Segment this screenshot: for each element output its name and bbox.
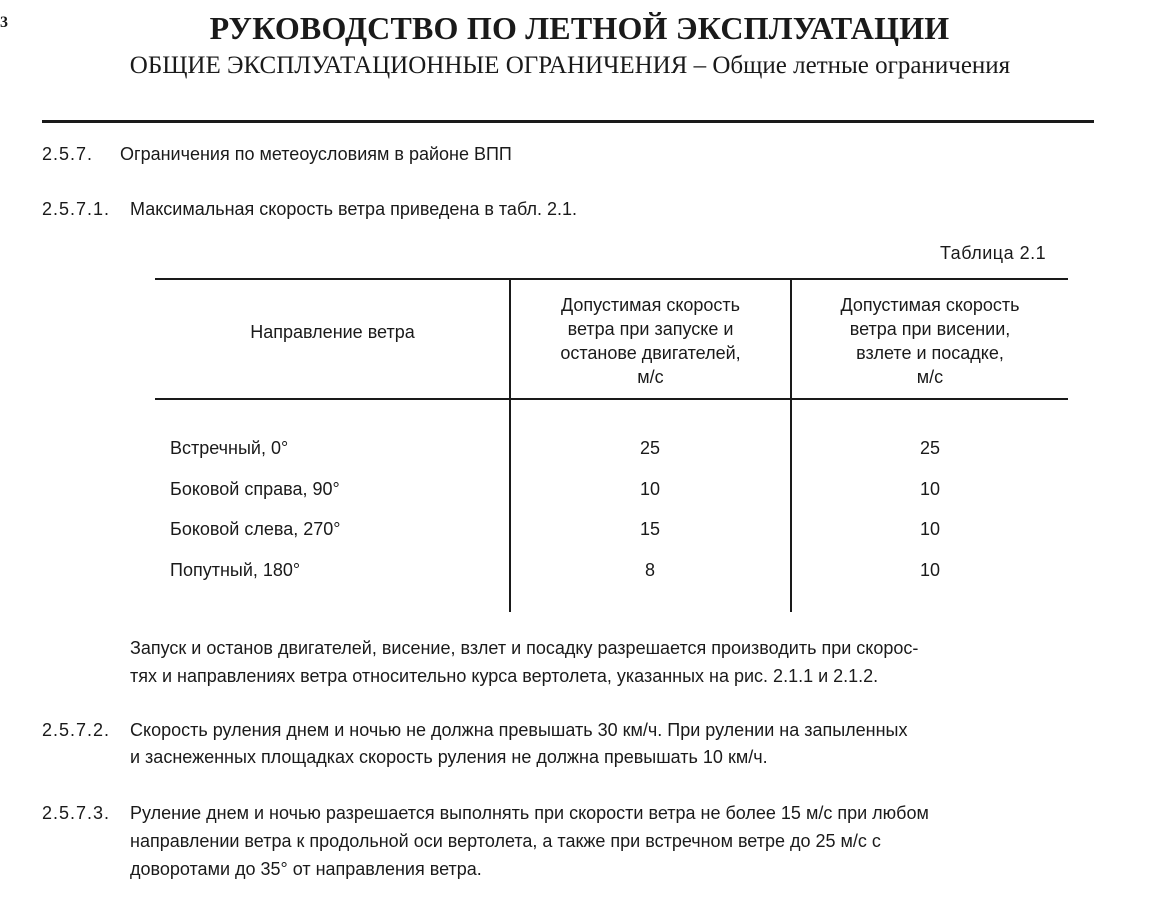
row-start-stop-value: 10 <box>639 479 661 499</box>
row-start-stop-value: 8 <box>644 560 655 580</box>
document-subtitle: ОБЩИЕ ЭКСПЛУАТАЦИОННЫЕ ОГРАНИЧЕНИЯ – Общие летные ограничения <box>129 52 1011 79</box>
header-start-stop <box>511 293 790 389</box>
subsection-2-5-7-3 <box>42 803 929 824</box>
subsection-text: Максимальная скорость ветра приведена в табл. 2.1. <box>130 199 577 219</box>
row-hover-value: 10 <box>919 519 941 539</box>
header-start-stop-line: останове двигателей, <box>560 343 741 363</box>
subsection-line: Скорость руления днем и ночью не должна превышать 30 км/ч. При рулении на запыленных <box>130 720 908 740</box>
table-header-rule <box>155 398 1068 400</box>
page-number: 3 <box>0 14 8 31</box>
note-line-2: тях и направлениях ветра относительно курса вертолета, указанных на рис. 2.1.1 и 2.1.2. <box>130 666 879 686</box>
row-start-stop-value: 15 <box>639 519 661 539</box>
table-caption: Таблица 2.1 <box>940 243 1047 263</box>
section-number: 2.5.7. <box>42 144 94 164</box>
section-title: Ограничения по метеоусловиям в районе ВПП <box>120 144 512 164</box>
header-hover-line: взлете и посадке, <box>856 343 1004 363</box>
row-direction: Боковой слева, 270° <box>170 519 341 539</box>
row-start-stop-value: 25 <box>639 438 661 458</box>
row-hover-value: 10 <box>919 479 941 499</box>
section-heading <box>42 144 512 165</box>
header-start-stop-unit: м/с <box>637 367 664 387</box>
subsection-2-5-7-1 <box>42 199 577 220</box>
subsection-number: 2.5.7.3. <box>42 803 111 823</box>
header-hover-line: Допустимая скорость <box>840 295 1020 315</box>
row-hover-value: 25 <box>919 438 941 458</box>
subsection-2-5-7-3-line-3: доворотами до 35° от направления ветра. <box>130 859 482 879</box>
subsection-number: 2.5.7.2. <box>42 720 111 740</box>
header-start-stop-line: ветра при запуске и <box>567 319 734 339</box>
row-direction: Встречный, 0° <box>170 438 289 458</box>
header-direction: Направление ветра <box>250 322 415 342</box>
subsection-2-5-7-2-line-2: и заснеженных площадках скорость руления не должна превышать 10 км/ч. <box>130 747 768 767</box>
subsection-2-5-7-3-line-2: направлении ветра к продольной оси вертолета, а также при встречном ветре до 25 м/с с <box>130 831 881 851</box>
subsection-number: 2.5.7.1. <box>42 199 111 219</box>
row-hover-value: 10 <box>919 560 941 580</box>
row-direction: Попутный, 180° <box>170 560 301 580</box>
header-hover-takeoff-landing <box>792 293 1068 389</box>
row-direction: Боковой справа, 90° <box>170 479 340 499</box>
note-line-1: Запуск и останов двигателей, висение, взлет и посадку разрешается производить при скорос- <box>130 638 919 658</box>
subsection-line: Руление днем и ночью разрешается выполнять при скорости ветра не более 15 м/с при любом <box>130 803 929 823</box>
header-hover-unit: м/с <box>916 367 944 387</box>
header-divider <box>42 120 1094 123</box>
header-start-stop-line: Допустимая скорость <box>560 295 741 315</box>
table-top-rule <box>155 278 1068 280</box>
header-hover-line: ветра при висении, <box>849 319 1011 339</box>
document-title: РУКОВОДСТВО ПО ЛЕТНОЙ ЭКСПЛУАТАЦИИ <box>209 10 950 46</box>
subsection-2-5-7-2 <box>42 720 907 741</box>
